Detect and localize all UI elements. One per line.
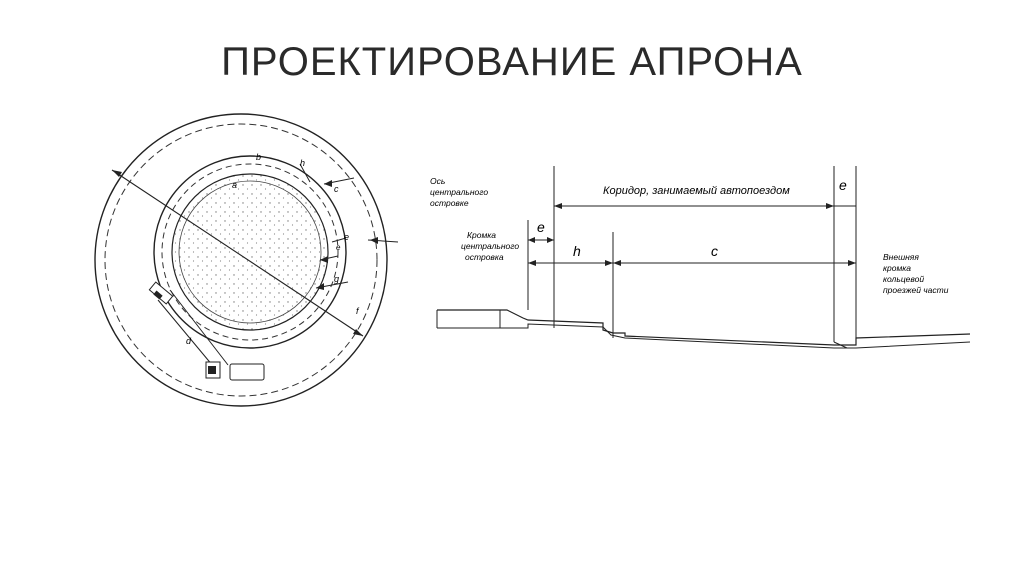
outer-edge-label: Внешняя кромка кольцевой проезжей части xyxy=(883,252,949,295)
roundabout-plan-diagram xyxy=(88,110,398,410)
truck-body xyxy=(230,364,264,380)
edge-label: Кромка центрального островка xyxy=(461,230,520,262)
dim-c: c xyxy=(711,243,718,259)
cross-section-diagram xyxy=(425,160,970,360)
axis-label: Ось центрального островке xyxy=(430,176,489,208)
truck-trailer xyxy=(149,282,172,304)
slide-title: ПРОЕКТИРОВАНИЕ АПРОНА xyxy=(221,40,803,84)
corridor-label: Коридор, занимаемый автопоездом xyxy=(603,185,790,197)
label-c: c xyxy=(334,184,339,194)
dim-e-left: e xyxy=(537,219,545,235)
dim-h: h xyxy=(573,243,581,259)
label-h: h xyxy=(300,158,306,168)
central-island xyxy=(172,174,328,330)
label-g: g xyxy=(334,274,340,284)
label-e-small: e xyxy=(336,243,341,252)
label-a: a xyxy=(232,180,238,190)
dim-e-right: e xyxy=(839,177,847,193)
label-d: d xyxy=(186,336,192,346)
label-b: b xyxy=(256,152,262,162)
label-f: f xyxy=(356,306,359,316)
label-e: e xyxy=(344,232,350,242)
